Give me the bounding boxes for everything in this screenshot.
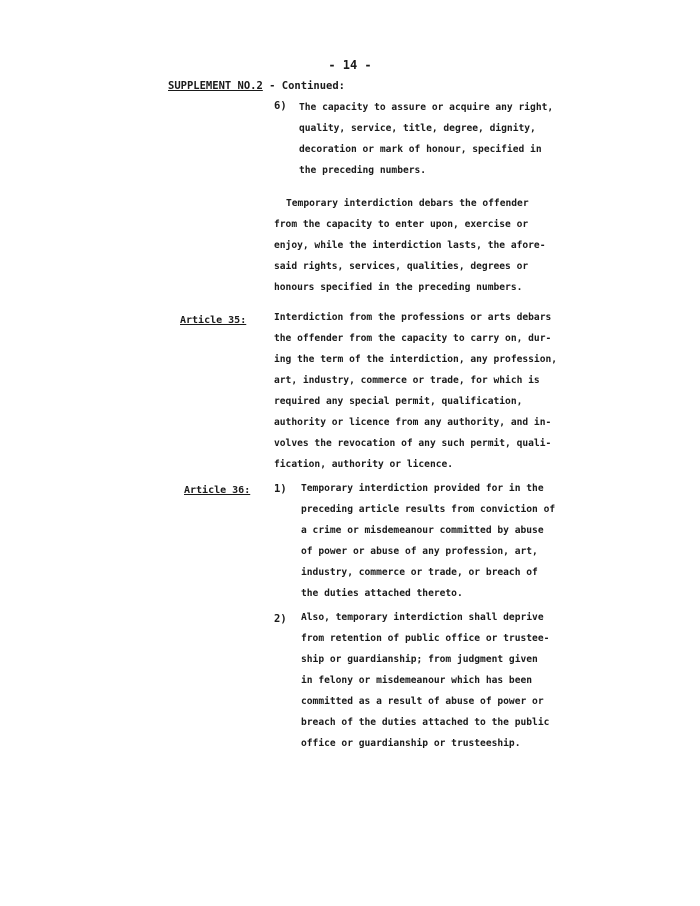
text-line: the preceding numbers. <box>299 165 427 176</box>
text-line: quality, service, title, degree, dignity, <box>299 123 536 134</box>
article-35-label <box>180 315 246 326</box>
page-number: - 14 - <box>328 58 372 72</box>
text-line: the offender from the capacity to carry on, dur- <box>274 333 552 344</box>
text-line: of power or abuse of any profession, art, <box>301 546 538 557</box>
text-line: honours specified in the preceding numbers. <box>274 282 523 293</box>
text-line: from retention of public office or trustee- <box>301 633 550 644</box>
text-line: authority or licence from any authority, and in- <box>274 417 552 428</box>
text-line: decoration or mark of honour, specified in <box>299 144 542 155</box>
article-35-title: Article 35: <box>180 315 247 326</box>
item-6-number: 6) <box>274 100 287 112</box>
text-line: fication, authority or licence. <box>274 459 454 470</box>
text-line: Also, temporary interdiction shall deprive <box>301 612 544 623</box>
article-36-item-2-text <box>301 607 549 754</box>
item-6-text <box>299 97 553 181</box>
text-line: art, industry, commerce or trade, for which is <box>274 375 540 386</box>
continued-label: - Continued: <box>262 80 346 92</box>
text-line: the duties attached thereto. <box>301 588 463 599</box>
text-line: ship or guardianship; from judgment given <box>301 654 538 665</box>
text-line: enjoy, while the interdiction lasts, the afore- <box>274 240 546 251</box>
text-line: Temporary interdiction provided for in the <box>301 483 544 494</box>
article-35-text <box>274 307 557 475</box>
text-line: required any special permit, qualification, <box>274 396 523 407</box>
text-line: in felony or misdemeanour which has been <box>301 675 533 686</box>
text-line: from the capacity to enter upon, exercise or <box>274 219 529 230</box>
text-line: office or guardianship or trusteeship. <box>301 738 521 749</box>
item-2-number: 2) <box>274 613 287 625</box>
article-36-title: Article 36: <box>184 485 251 496</box>
text-line: Interdiction from the professions or arts debars <box>274 312 552 323</box>
text-line: The capacity to assure or acquire any right, <box>299 102 554 113</box>
supplement-title: SUPPLEMENT NO.2 <box>168 80 263 92</box>
text-line: preceding article results from conviction of <box>301 504 556 515</box>
text-line: volves the revocation of any such permit, quali- <box>274 438 552 449</box>
item-1-number: 1) <box>274 483 287 495</box>
text-line: said rights, services, qualities, degrees or <box>274 261 529 272</box>
text-line: committed as a result of abuse of power or <box>301 696 544 707</box>
temporary-interdiction-paragraph <box>274 193 545 298</box>
text-line: Temporary interdiction debars the offender <box>286 198 529 209</box>
supplement-header <box>168 80 345 92</box>
text-line: industry, commerce or trade, or breach of <box>301 567 538 578</box>
article-36-label <box>184 485 250 496</box>
article-36-item-1-text <box>301 478 555 604</box>
text-line: a crime or misdemeanour committed by abuse <box>301 525 544 536</box>
text-line: breach of the duties attached to the public <box>301 717 550 728</box>
text-line: ing the term of the interdiction, any profession, <box>274 354 558 365</box>
